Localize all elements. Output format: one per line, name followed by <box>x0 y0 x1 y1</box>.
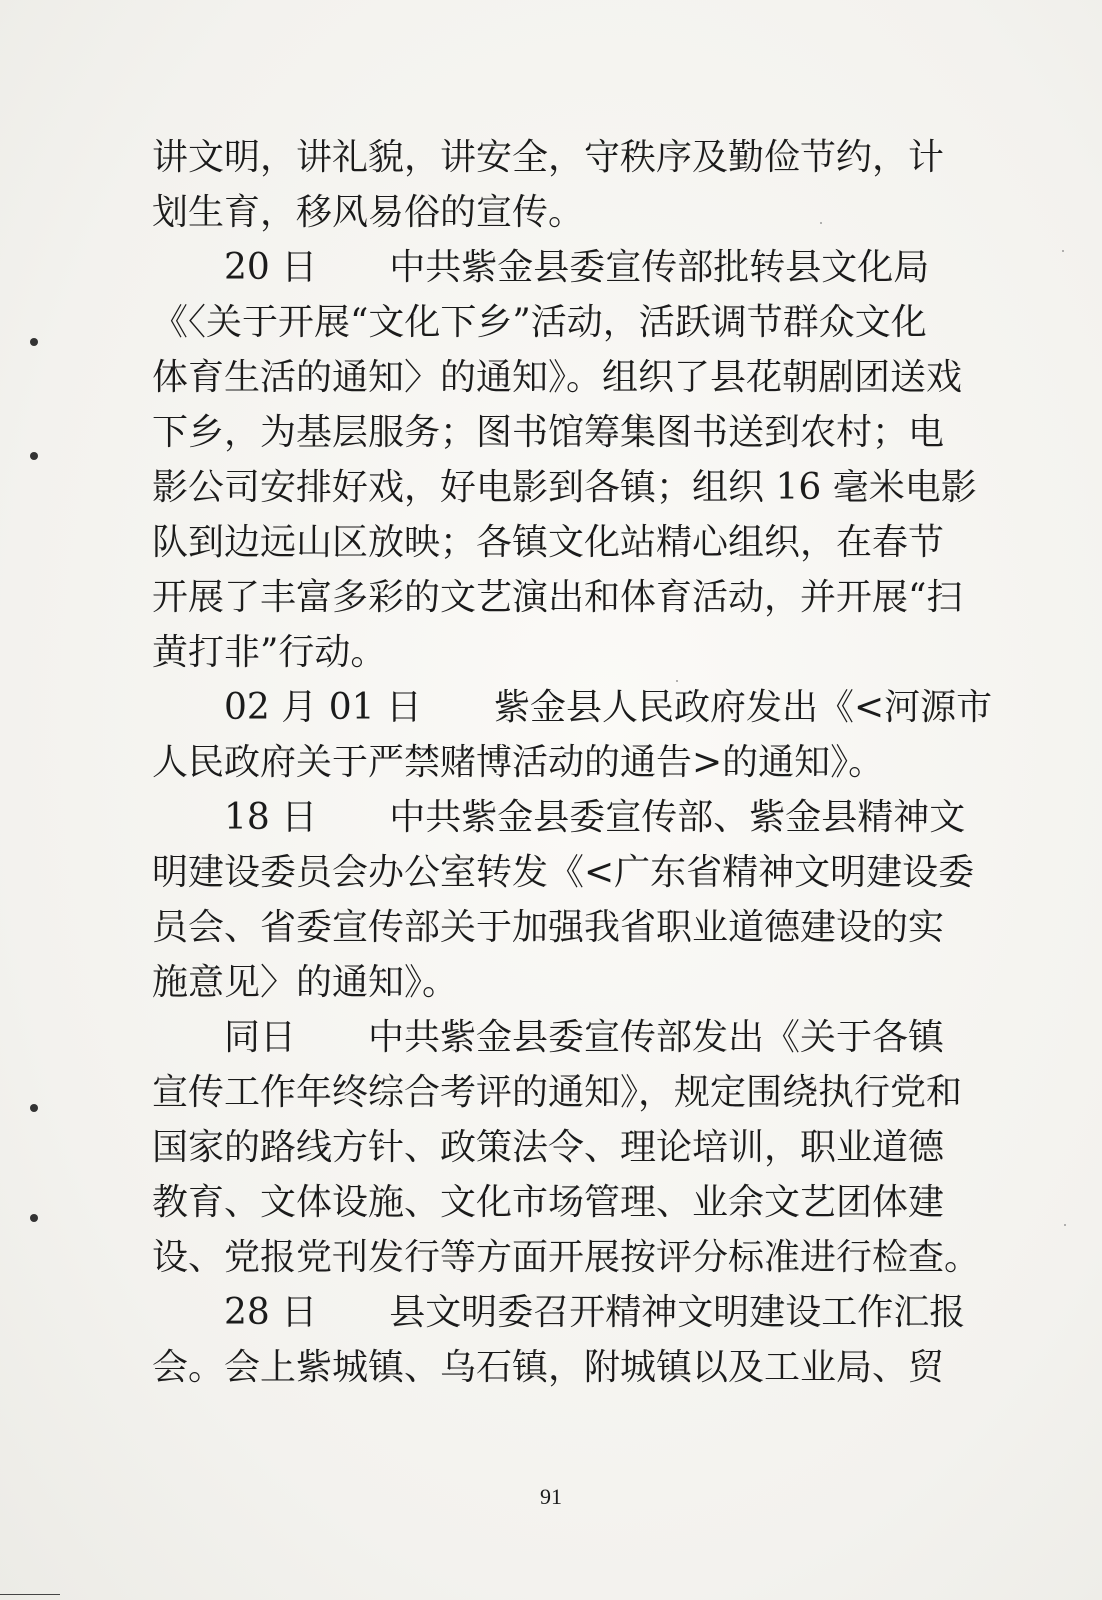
text-line: 《〈关于开展“文化下乡”活动，活跃调节群众文化 <box>152 302 927 343</box>
text-line: 国家的路线方针、政策法令、理论培训，职业道德 <box>152 1127 945 1168</box>
text-line: 设、党报党刊发行等方面开展按评分标准进行检查。 <box>152 1237 981 1278</box>
text-line: 会。会上紫城镇、乌石镇，附城镇以及工业局、贸 <box>152 1347 945 1388</box>
scan-speck <box>1062 250 1064 252</box>
binding-hole-mark <box>30 452 38 460</box>
text-line: 队到边远山区放映；各镇文化站精心组织，在春节 <box>152 522 945 563</box>
binding-hole-mark <box>30 1214 38 1222</box>
body-text <box>152 130 997 1395</box>
text-line: 员会、省委宣传部关于加强我省职业道德建设的实 <box>152 907 945 948</box>
text-line: 开展了丰富多彩的文艺演出和体育活动，并开展“扫 <box>152 577 963 618</box>
text-line: 20 日 中共紫金县委宣传部批转县文化局 <box>152 247 930 288</box>
text-line: 影公司安排好戏，好电影到各镇；组织 16 毫米电影 <box>152 467 977 508</box>
text-line: 18 日 中共紫金县委宣传部、紫金县精神文 <box>152 797 966 838</box>
binding-hole-mark <box>30 338 38 346</box>
text-line: 体育生活的通知〉的通知》。组织了县花朝剧团送戏 <box>152 357 963 398</box>
scan-edge-line <box>0 1594 60 1595</box>
text-line: 宣传工作年终综合考评的通知》，规定围绕执行党和 <box>152 1072 963 1113</box>
scan-speck <box>1064 1224 1066 1226</box>
text-line: 黄打非”行动。 <box>152 632 387 673</box>
text-line: 教育、文体设施、文化市场管理、业余文艺团体建 <box>152 1182 945 1223</box>
text-line: 下乡，为基层服务；图书馆筹集图书送到农村；电 <box>152 412 945 453</box>
binding-hole-mark <box>30 1104 38 1112</box>
text-line: 02 月 01 日 紫金县人民政府发出《<河源市 <box>152 687 993 728</box>
text-line: 讲文明，讲礼貌，讲安全，守秩序及勤俭节约，计 <box>152 137 945 178</box>
text-line: 明建设委员会办公室转发《<广东省精神文明建设委 <box>152 852 975 893</box>
text-line: 28 日 县文明委召开精神文明建设工作汇报 <box>152 1292 966 1333</box>
page-number: 91 <box>540 1484 562 1509</box>
text-line: 划生育，移风易俗的宣传。 <box>152 192 585 233</box>
text-line: 人民政府关于严禁赌博活动的通告>的通知》。 <box>152 742 885 783</box>
text-line: 施意见〉的通知》。 <box>152 962 459 1003</box>
text-line: 同日 中共紫金县委宣传部发出《关于各镇 <box>152 1017 945 1058</box>
